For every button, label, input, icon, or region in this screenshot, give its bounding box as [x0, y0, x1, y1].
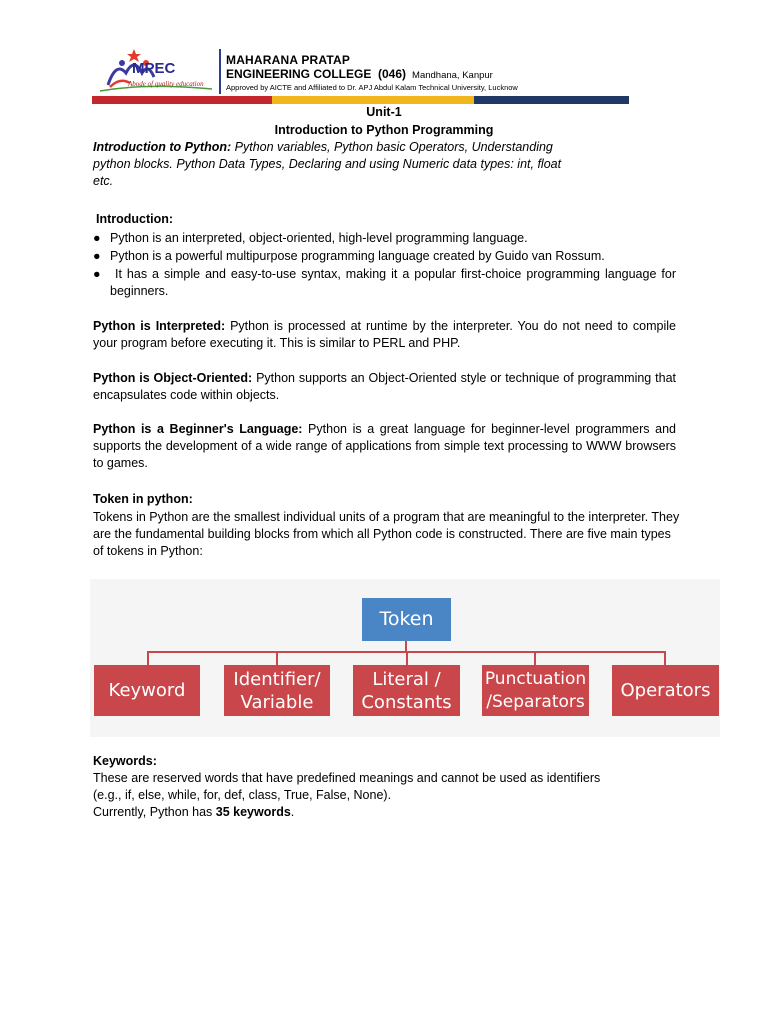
- paragraph-label: Python is Interpreted:: [93, 319, 226, 333]
- keywords-line-3: [93, 804, 683, 821]
- token-heading: Token in python:: [93, 492, 193, 506]
- connector-child-3: [406, 651, 408, 665]
- logo-tagline: Abode of quality education: [128, 80, 204, 88]
- stripe-yellow: [272, 96, 474, 104]
- keywords-heading: Keywords:: [93, 754, 157, 768]
- keywords-line-2: (e.g., if, else, while, for, def, class, True, False, None).: [93, 788, 392, 802]
- paragraph-text: Python supports an Object-Oriented style or technique of programming that encapsulates code within objects.: [93, 371, 676, 402]
- paragraph-label: Python is Object-Oriented:: [93, 371, 253, 385]
- introduction-bullets: [93, 230, 680, 301]
- paragraph-text: Python is a great language for beginner-level programmers and supports the development of a wide range of applications from simple text processing to WWW browsers to games.: [93, 422, 677, 470]
- connector-child-1: [147, 651, 149, 665]
- paragraph-interpreted: [93, 318, 676, 352]
- stripe-navy: [474, 96, 629, 104]
- connector-child-4: [534, 651, 536, 665]
- college-name-line2: [226, 67, 493, 81]
- diagram-node-literal: Literal / Constants: [353, 665, 460, 716]
- paragraph-label: Python is a Beginner's Language:: [93, 422, 303, 436]
- diagram-node-operators: Operators: [612, 665, 719, 716]
- token-paragraph: Tokens in Python are the smallest individual units of a program that are meaningful to the interpreter. They are the fundamental building blocks from which all Python code is constructed. There are five main types of tokens in Python:: [93, 510, 680, 558]
- intro-summary: [93, 139, 573, 190]
- college-location: Mandhana, Kanpur: [412, 70, 493, 81]
- token-types-diagram: [90, 579, 720, 737]
- connector-child-5: [664, 651, 666, 665]
- bullet-text: It has a simple and easy-to-use syntax, making it a popular first-choice programming language for beginners.: [110, 267, 680, 298]
- intro-summary-text: Python variables, Python basic Operators, Understanding python blocks. Python Data Types, Declaring and using Numeric data types: int, float etc.: [93, 140, 562, 188]
- bullet-icon: ●: [93, 249, 101, 263]
- diagram-node-punctuation: Punctuation /Separators: [482, 665, 589, 716]
- list-item: [93, 266, 680, 300]
- introduction-heading: Introduction:: [96, 212, 174, 226]
- bullet-icon: ●: [93, 267, 101, 281]
- paragraph-text: Python is processed at runtime by the interpreter. You do not need to compile your program before executing it. This is similar to PERL and PHP.: [93, 319, 676, 350]
- college-approval: Approved by AICTE and Affiliated to Dr. APJ Abdul Kalam Technical University, Lucknow: [226, 83, 518, 92]
- bullet-icon: ●: [93, 231, 101, 245]
- keywords-count: 35 keywords: [215, 805, 291, 819]
- list-item: [93, 230, 676, 247]
- college-name-line1: MAHARANA PRATAP: [226, 53, 351, 67]
- keywords-paragraph: [93, 770, 683, 821]
- paragraph-object-oriented: [93, 370, 676, 404]
- stripe-red: [92, 96, 272, 104]
- header-color-stripe: [92, 96, 629, 104]
- diagram-root-token: Token: [362, 598, 451, 641]
- keywords-count-prefix: Currently, Python has: [93, 805, 216, 819]
- keywords-line-1: These are reserved words that have predefined meanings and cannot be used as identifiers: [93, 771, 601, 785]
- diagram-node-keyword: Keyword: [94, 665, 200, 716]
- paragraph-beginner: [93, 421, 676, 472]
- diagram-node-identifier: Identifier/ Variable: [224, 665, 330, 716]
- keywords-count-suffix: .: [290, 805, 295, 819]
- unit-label: Unit-1: [366, 105, 402, 119]
- college-name-code: ENGINEERING COLLEGE (046): [226, 67, 407, 81]
- bullet-text: Python is a powerful multipurpose programming language created by Guido van Rossum.: [110, 249, 605, 263]
- bullet-text: Python is an interpreted, object-oriented, high-level programming language.: [110, 231, 528, 245]
- page-title: Introduction to Python Programming: [274, 123, 494, 137]
- connector-child-2: [276, 651, 278, 665]
- logo-text: MPEC: [132, 60, 176, 77]
- list-item: [93, 248, 676, 265]
- header-divider: [219, 49, 221, 94]
- intro-summary-label: Introduction to Python:: [93, 140, 232, 154]
